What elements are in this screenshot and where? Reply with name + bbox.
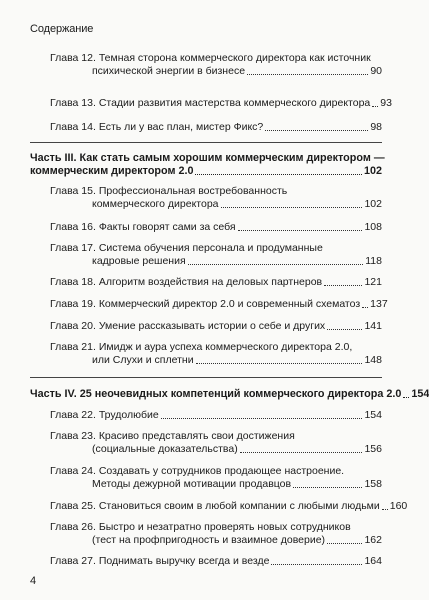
page-number: 160 [389, 500, 408, 512]
toc-entry-chapter-20 [30, 320, 382, 333]
chapter-number: Глава 21. [50, 341, 96, 353]
chapter-number: Глава 19. [50, 298, 96, 310]
page-number: 154 [411, 388, 429, 400]
chapter-number: Глава 13. [50, 97, 96, 109]
chapter-number: Глава 15. [50, 185, 96, 197]
dot-leader [161, 418, 363, 419]
page-number: 90 [370, 65, 382, 77]
chapter-title: Стадии развития мастерства коммерческого директора [98, 97, 371, 109]
page-number: 137 [370, 298, 388, 310]
toc-entry-chapter-21 [30, 341, 382, 367]
toc-entry-chapter-16 [30, 221, 382, 234]
page-number: 108 [364, 221, 382, 233]
page-number: 154 [364, 409, 382, 421]
dot-leader [240, 452, 363, 453]
chapter-title-line1: Быстро и незатратно проверять новых сотрудников [98, 521, 351, 533]
page-number: 158 [364, 478, 382, 490]
part-number: Часть III. [30, 152, 77, 164]
chapter-title-line2: или Слухи и сплетни [92, 354, 194, 366]
page-number: 148 [364, 354, 382, 366]
toc-entry-chapter-14 [30, 121, 382, 134]
chapter-title-line1: Профессиональная востребованность [98, 185, 288, 197]
chapter-title-line2: Методы дежурной мотивации продавцов [92, 478, 292, 490]
part-title: 25 неочевидных компетенций коммерческого директора 2.0 [79, 388, 402, 400]
dot-leader [238, 230, 363, 231]
toc-entry-chapter-19 [30, 298, 388, 311]
toc-entry-chapter-12 [30, 52, 382, 78]
dot-leader [324, 285, 362, 286]
dot-leader [372, 106, 378, 107]
page-number: 162 [364, 534, 382, 546]
dot-leader [196, 363, 363, 364]
chapter-number: Глава 17. [50, 242, 96, 254]
toc-entry-part-3 [30, 152, 385, 178]
dot-leader [403, 397, 409, 398]
dot-leader [247, 74, 368, 75]
chapter-title: Факты говорят сами за себя [98, 221, 236, 233]
chapter-number: Глава 25. [50, 500, 96, 512]
toc-entry-chapter-24 [30, 465, 382, 491]
chapter-title: Поднимать выручку всегда и везде [98, 555, 270, 567]
chapter-title: Коммерческий директор 2.0 и современный схематоз [98, 298, 361, 310]
chapter-title-line2: коммерческого директора [92, 198, 219, 210]
dot-leader [327, 329, 362, 330]
dot-leader [362, 307, 368, 308]
chapter-title-line1: Красиво представлять свои достижения [98, 430, 295, 442]
chapter-title-line2: (тест на профпригодность и взаимное доверие) [92, 534, 326, 546]
dot-leader [265, 130, 368, 131]
dot-leader [293, 487, 362, 488]
chapter-title-line1: Создавать у сотрудников продающее настроение. [98, 465, 345, 477]
part-title-line2: коммерческим директором 2.0 [30, 165, 194, 177]
chapter-number: Глава 16. [50, 221, 96, 233]
section-divider [30, 142, 382, 143]
toc-entry-chapter-26 [30, 521, 382, 547]
chapter-title: Становиться своим в любой компании с любыми людьми [98, 500, 380, 512]
toc-entry-chapter-13 [30, 97, 392, 110]
page-number: 141 [364, 320, 382, 332]
page-number: 102 [363, 165, 382, 177]
chapter-number: Глава 24. [50, 465, 96, 477]
page-number: 98 [370, 121, 382, 133]
chapter-title: Трудолюбие [98, 409, 159, 421]
chapter-title-line2: кадровые решения [92, 255, 186, 267]
chapter-number: Глава 18. [50, 276, 96, 288]
page-number: 102 [364, 198, 382, 210]
page-number: 156 [364, 443, 382, 455]
page-number: 164 [364, 555, 382, 567]
toc-entry-chapter-23 [30, 430, 382, 456]
chapter-title-line1: Темная сторона коммерческого директора как источник [98, 52, 371, 64]
toc-entry-part-4 [30, 388, 429, 401]
toc-entry-chapter-15 [30, 185, 382, 211]
chapter-title: Алгоритм воздействия на деловых партнеров [98, 276, 323, 288]
dot-leader [327, 543, 362, 544]
chapter-number: Глава 12. [50, 52, 96, 64]
chapter-title: Умение рассказывать истории о себе и других [98, 320, 326, 332]
dot-leader [188, 264, 364, 265]
chapter-title-line1: Система обучения персонала и продуманные [98, 242, 323, 254]
toc-entry-chapter-25 [30, 500, 408, 513]
dot-leader [271, 564, 362, 565]
toc-entry-chapter-17 [30, 242, 382, 268]
running-header: Содержание [30, 23, 94, 35]
page-folio: 4 [30, 575, 37, 587]
chapter-number: Глава 14. [50, 121, 96, 133]
chapter-number: Глава 22. [50, 409, 96, 421]
section-divider [30, 377, 382, 378]
chapter-number: Глава 27. [50, 555, 96, 567]
chapter-title-line2: (социальные доказательства) [92, 443, 238, 455]
part-number: Часть IV. [30, 388, 77, 400]
dot-leader [221, 207, 363, 208]
dot-leader [382, 509, 388, 510]
part-title-line1: Как стать самым хорошим коммерческим директором — [79, 152, 385, 164]
chapter-title-line1: Имидж и аура успеха коммерческого директора 2.0, [98, 341, 353, 353]
chapter-number: Глава 23. [50, 430, 96, 442]
page-number: 93 [380, 97, 392, 109]
toc-entry-chapter-22 [30, 409, 382, 422]
page-number: 118 [365, 255, 382, 267]
chapter-title: Есть ли у вас план, мистер Фикс? [98, 121, 264, 133]
dot-leader [195, 174, 362, 175]
page-number: 121 [364, 276, 382, 288]
toc-entry-chapter-18 [30, 276, 382, 289]
chapter-title-line2: психической энергии в бизнесе [92, 65, 246, 77]
toc-entry-chapter-27 [30, 555, 382, 568]
chapter-number: Глава 26. [50, 521, 96, 533]
chapter-number: Глава 20. [50, 320, 96, 332]
